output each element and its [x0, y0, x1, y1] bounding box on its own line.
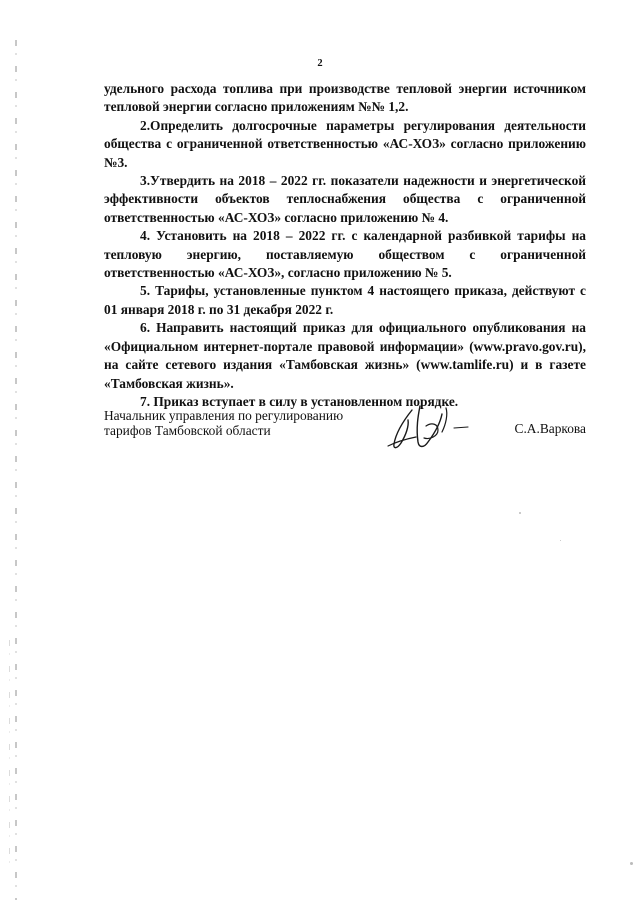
- order-body: [104, 80, 586, 411]
- scan-speck: [630, 862, 633, 865]
- signatory-position-line: Начальник управления по регулированию: [104, 408, 344, 423]
- signatory-position: [104, 408, 343, 438]
- signature-block: [104, 408, 586, 448]
- scan-speck: [560, 540, 561, 541]
- paragraph-item-2: 2.Определить долгосрочные параметры регулирования деятельности общества с ограниченной ответственностью «АС-ХОЗ» согласно приложению №3.: [104, 117, 586, 170]
- paragraph-item-4: 4. Установить на 2018 – 2022 гг. с календарной разбивкой тарифы на тепловую энергию, поставляемую обществом с ограниченной ответственностью «АС-ХОЗ», согласно приложению № 5.: [104, 228, 586, 281]
- page-number: 2: [317, 58, 323, 69]
- paragraph-continuation: удельного расхода топлива при производстве тепловой энергии источником тепловой энергии согласно приложениям №№ 1,2.: [104, 81, 586, 115]
- paragraph-item-5: 5. Тарифы, установленные пунктом 4 настоящего приказа, действуют с 01 января 2018 г. по 31 декабря 2022 г.: [104, 283, 586, 317]
- paragraph-item-3: 3.Утвердить на 2018 – 2022 гг. показатели надежности и энергетической эффективности объектов теплоснабжения общества с ограниченной ответственностью «АС-ХОЗ» согласно приложению № 4.: [104, 173, 586, 225]
- signatory-name: С.А.Варкова: [514, 421, 586, 436]
- handwritten-signature-icon: [382, 402, 474, 454]
- signatory-position-line: тарифов Тамбовской области: [104, 423, 271, 438]
- scan-edge-artifact: [9, 640, 10, 870]
- scan-speck: [519, 512, 521, 514]
- scan-edge-artifact: [15, 40, 17, 900]
- paragraph-item-7: 7. Приказ вступает в силу в установленном порядке.: [140, 393, 459, 409]
- paragraph-item-6: 6. Направить настоящий приказ для официального опубликования на «Официальном интернет-портале правовой информации» (www.pravo.gov.ru), на сайте сетевого издания «Тамбовская жизнь» (www.tamlife.ru) и в газете «Тамбовская жизнь».: [104, 320, 586, 391]
